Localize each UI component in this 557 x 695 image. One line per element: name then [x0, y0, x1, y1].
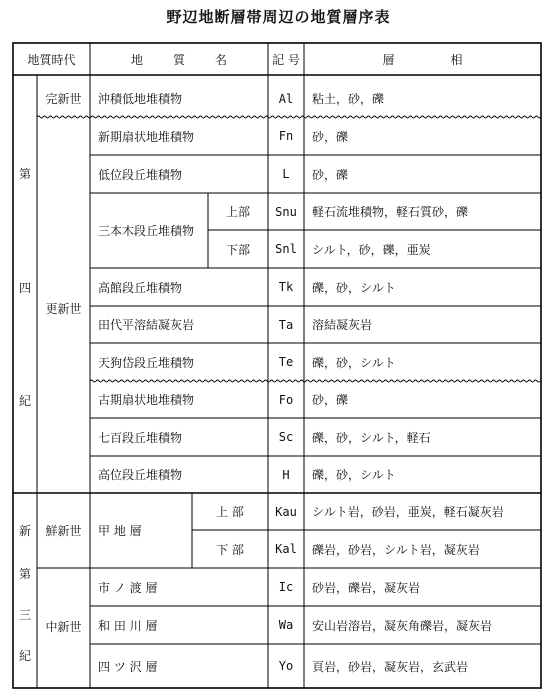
unit-symbol: Ic	[278, 580, 294, 594]
period-char: 四	[18, 280, 31, 295]
unit-facies: シルト，砂，礫，亜炭	[312, 242, 431, 257]
unit-name: 四 ツ 沢 層	[98, 659, 158, 674]
unit-facies: 礫，砂，シルト	[312, 280, 396, 295]
unit-facies: 礫，砂，シルト	[312, 355, 396, 370]
header-symbol: 記 号	[272, 52, 300, 67]
unit-facies: 礫，砂，シルト	[312, 468, 396, 482]
unit-symbol: Te	[278, 355, 294, 369]
period-char: 三	[18, 607, 31, 622]
unit-symbol: Al	[278, 91, 294, 106]
period-char: 紀	[18, 648, 31, 663]
header-facies-char: 層	[382, 52, 395, 67]
unit-symbol: Sc	[278, 430, 294, 444]
unit-symbol: Fo	[278, 392, 294, 407]
unit-facies: 礫岩，砂岩，シルト岩，凝灰岩	[312, 542, 480, 557]
unit-name: 高館段丘堆積物	[98, 280, 183, 295]
header-facies	[304, 43, 541, 75]
unit-symbol: Kal	[275, 542, 297, 556]
period-char: 紀	[18, 393, 31, 408]
unit-symbol: Ta	[278, 317, 294, 332]
unit-symbol: L	[282, 167, 290, 181]
unit-facies: 砂，礫	[312, 129, 349, 144]
epoch-holocene: 完新世	[45, 91, 82, 106]
sub-unit-label: 下 部	[216, 542, 244, 557]
period-char: 第	[18, 166, 31, 181]
unit-symbol: Yo	[278, 659, 294, 673]
sub-unit-label: 上 部	[216, 505, 244, 519]
unit-name: 田代平溶結凝灰岩	[98, 318, 195, 332]
unit-symbol: Tk	[278, 280, 294, 294]
header-period: 地質時代	[27, 52, 76, 67]
sub-unit-label: 下部	[225, 242, 250, 257]
unit-facies: 砂，礫	[312, 167, 349, 182]
unit-facies: 溶結凝灰岩	[312, 318, 373, 332]
unit-name: 市 ノ 渡 層	[98, 580, 158, 595]
epoch-miocene: 中新世	[45, 619, 82, 634]
epoch-pliocene: 鮮新世	[45, 523, 82, 538]
period-char: 第	[18, 566, 31, 581]
unit-name: 七百段丘堆積物	[98, 430, 183, 445]
unit-name: 低位段丘堆積物	[98, 167, 183, 182]
unit-facies: 軽石流堆積物，軽石質砂，礫	[312, 205, 469, 219]
unit-symbol: Wa	[278, 618, 294, 632]
unit-symbol: H	[282, 467, 290, 482]
unit-name: 和 田 川 層	[98, 618, 158, 633]
header-name-char: 地	[130, 52, 143, 67]
unit-symbol: Fn	[278, 129, 294, 143]
header-name-char: 質	[172, 52, 185, 67]
period-char: 新	[18, 523, 31, 538]
header-name	[90, 43, 268, 75]
unit-name: 天狗岱段丘堆積物	[98, 355, 195, 370]
header-name-char: 名	[215, 52, 228, 67]
unit-facies: 砂岩，礫岩，凝灰岩	[312, 580, 421, 595]
unit-facies: 安山岩溶岩，凝灰角礫岩，凝灰岩	[312, 618, 493, 633]
table-title: 野辺地断層帯周辺の地質層序表	[166, 8, 391, 26]
unit-facies: 粘土，砂，礫	[312, 92, 385, 106]
unit-facies: 礫，砂，シルト，軽石	[312, 430, 431, 445]
header-facies-char: 相	[450, 52, 463, 67]
unit-name: 高位段丘堆積物	[98, 468, 183, 482]
unit-facies: シルト岩，砂岩，亜炭，軽石凝灰岩	[312, 505, 504, 519]
unit-facies: 砂，礫	[312, 393, 349, 407]
unit-name: 古期扇状地堆積物	[98, 393, 195, 407]
unit-name: 三本木段丘堆積物	[98, 224, 195, 238]
epoch-pleistocene: 更新世	[45, 301, 82, 316]
unit-symbol: Snl	[275, 242, 297, 256]
unit-name: 甲 地 層	[98, 524, 142, 538]
unit-symbol: Kau	[275, 504, 297, 519]
unit-symbol: Snu	[275, 204, 297, 219]
unit-name: 沖積低地堆積物	[98, 92, 183, 106]
unit-name: 新期扇状地堆積物	[98, 129, 195, 144]
sub-unit-label: 上部	[225, 205, 250, 219]
unit-facies: 頁岩，砂岩，凝灰岩，玄武岩	[312, 659, 469, 674]
